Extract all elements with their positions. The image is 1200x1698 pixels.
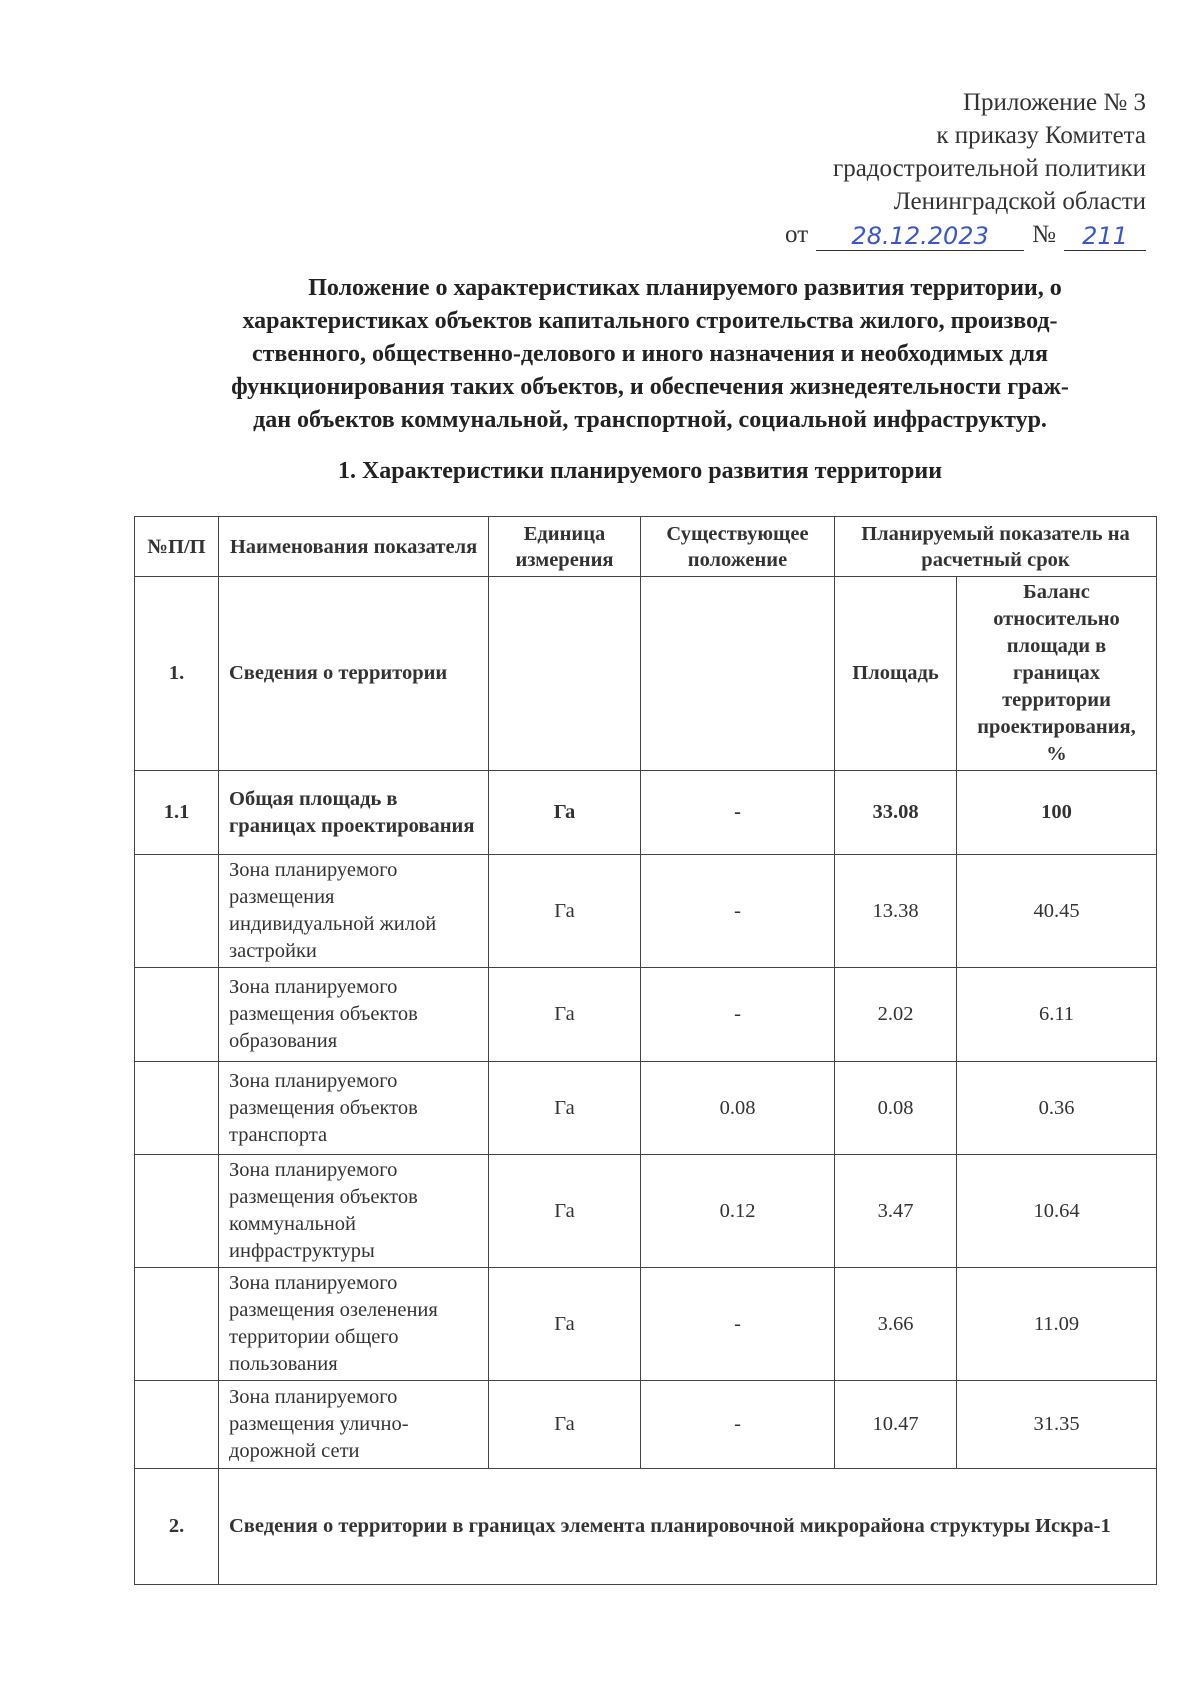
section-title: 1. Характеристики планируемого развития территории [337, 458, 943, 484]
row-area: 2.02 [835, 968, 957, 1062]
document-title [140, 272, 1160, 437]
header-planned: Планируемый показатель на расчетный срок [835, 517, 1157, 577]
table-row [135, 771, 1157, 855]
row-existing: - [641, 968, 835, 1062]
row-existing: 0.12 [641, 1155, 835, 1268]
appendix-number: Приложение № 3 [962, 89, 1146, 116]
row-balance: 10.64 [957, 1155, 1157, 1268]
table-row [135, 1062, 1157, 1155]
title-line: ственного, общественно-делового и иного назначения и необходимых для [251, 341, 1049, 367]
table-row [135, 577, 1157, 771]
row-existing: 0.08 [641, 1062, 835, 1155]
row-area: 10.47 [835, 1381, 957, 1469]
row-unit: Га [489, 1062, 641, 1155]
row-balance: 6.11 [957, 968, 1157, 1062]
row-unit: Га [489, 1381, 641, 1469]
handwritten-date: 28.12.2023 [816, 222, 1024, 251]
committee-name: градостроительной политики [832, 155, 1146, 182]
region-name: Ленинградской области [893, 188, 1146, 215]
table-row [135, 1381, 1157, 1469]
row-name: Сведения о территории [219, 577, 489, 771]
header-existing: Существующее положение [641, 517, 835, 577]
appendix-header [785, 86, 1146, 251]
row-name: Зона планируемого размещения объектов образования [219, 968, 489, 1062]
row-area: 0.08 [835, 1062, 957, 1155]
row-name: Сведения о территории в границах элемента планировочной микрорайона структуры Искра-1 [219, 1469, 1157, 1585]
table-row [135, 1469, 1157, 1585]
row-unit: Га [489, 1268, 641, 1381]
row-name: Общая площадь в границах проектирования [219, 771, 489, 855]
row-unit: Га [489, 771, 641, 855]
row-existing [641, 577, 835, 771]
row-num [135, 1381, 219, 1469]
row-existing: - [641, 771, 835, 855]
row-num [135, 855, 219, 968]
order-reference: к приказу Комитета [936, 122, 1146, 149]
row-balance: 31.35 [957, 1381, 1157, 1469]
order-date-number [785, 218, 1146, 251]
title-line: Положение о характеристиках планируемого развития территории, о [308, 275, 1062, 301]
row-num [135, 1155, 219, 1268]
row-num: 1.1 [135, 771, 219, 855]
handwritten-number: 211 [1064, 222, 1146, 251]
row-name: Зона планируемого размещения улично-дорожной сети [219, 1381, 489, 1469]
table-row [135, 1155, 1157, 1268]
header-name: Наименования показателя [219, 517, 489, 577]
row-area-label: Площадь [835, 577, 957, 771]
title-line: характеристиках объектов капитального строительства жилого, производ- [242, 308, 1058, 334]
title-line: дан объектов коммунальной, транспортной, социальной инфраструктур. [253, 407, 1047, 433]
row-area: 33.08 [835, 771, 957, 855]
row-existing: - [641, 1268, 835, 1381]
row-name: Зона планируемого размещения объектов транспорта [219, 1062, 489, 1155]
row-num: 1. [135, 577, 219, 771]
row-existing: - [641, 1381, 835, 1469]
row-num: 2. [135, 1469, 219, 1585]
row-name: Зона планируемого размещения озеленения территории общего пользования [219, 1268, 489, 1381]
row-existing: - [641, 855, 835, 968]
row-name: Зона планируемого размещения индивидуальной жилой застройки [219, 855, 489, 968]
row-balance: 0.36 [957, 1062, 1157, 1155]
table-row [135, 1268, 1157, 1381]
table-row [135, 855, 1157, 968]
row-balance-label: Баланс относительно площади в границах территории проектирования, % [957, 577, 1157, 771]
row-num [135, 1062, 219, 1155]
row-balance: 11.09 [957, 1268, 1157, 1381]
row-balance: 100 [957, 771, 1157, 855]
header-unit: Единица измерения [489, 517, 641, 577]
row-num [135, 968, 219, 1062]
row-area: 13.38 [835, 855, 957, 968]
from-label: от [785, 221, 809, 248]
row-unit: Га [489, 1155, 641, 1268]
row-area: 3.66 [835, 1268, 957, 1381]
header-num: №П/П [135, 517, 219, 577]
table-row [135, 968, 1157, 1062]
title-line: функционирования таких объектов, и обеспечения жизнедеятельности граж- [231, 374, 1069, 400]
row-unit: Га [489, 855, 641, 968]
row-balance: 40.45 [957, 855, 1157, 968]
row-unit [489, 577, 641, 771]
row-unit: Га [489, 968, 641, 1062]
row-num [135, 1268, 219, 1381]
table-header-row [135, 517, 1157, 577]
characteristics-table [134, 516, 1157, 1585]
row-area: 3.47 [835, 1155, 957, 1268]
row-name: Зона планируемого размещения объектов коммунальной инфраструктуры [219, 1155, 489, 1268]
number-label: № [1032, 221, 1056, 248]
